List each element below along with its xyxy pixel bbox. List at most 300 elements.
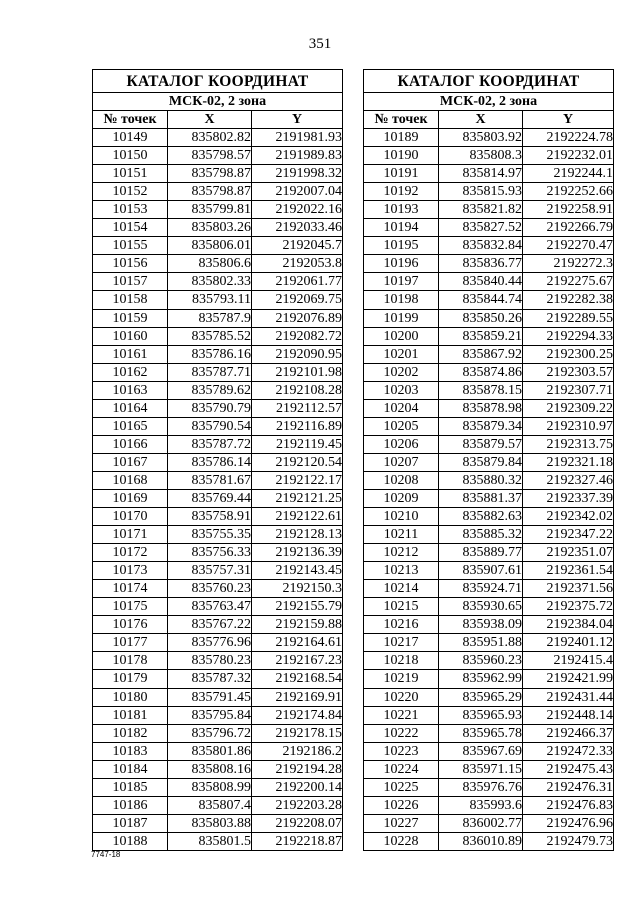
y-coordinate-cell: 2191998.32 xyxy=(252,165,343,183)
table-row xyxy=(93,616,343,634)
x-coordinate-cell: 835832.84 xyxy=(439,237,523,255)
x-coordinate-cell: 836002.77 xyxy=(439,814,523,832)
point-number-cell: 10149 xyxy=(93,129,168,147)
point-number-cell: 10215 xyxy=(364,598,439,616)
x-coordinate-cell: 835787.9 xyxy=(168,309,252,327)
table-row xyxy=(93,363,343,381)
point-number-cell: 10155 xyxy=(93,237,168,255)
point-number-cell: 10203 xyxy=(364,381,439,399)
x-coordinate-cell: 835769.44 xyxy=(168,489,252,507)
table-row xyxy=(93,381,343,399)
x-coordinate-cell: 835801.5 xyxy=(168,832,252,850)
table-row xyxy=(93,237,343,255)
y-coordinate-cell: 2192313.75 xyxy=(523,435,614,453)
x-coordinate-cell: 835757.31 xyxy=(168,562,252,580)
point-number-cell: 10212 xyxy=(364,544,439,562)
y-coordinate-cell: 2192076.89 xyxy=(252,309,343,327)
table-row xyxy=(93,219,343,237)
table-row xyxy=(93,814,343,832)
point-number-cell: 10219 xyxy=(364,670,439,688)
x-coordinate-cell: 835808.16 xyxy=(168,760,252,778)
table-row xyxy=(364,453,614,471)
y-coordinate-cell: 2192300.25 xyxy=(523,345,614,363)
y-coordinate-cell: 2192007.04 xyxy=(252,183,343,201)
x-coordinate-cell: 835821.82 xyxy=(439,201,523,219)
y-coordinate-cell: 2192159.88 xyxy=(252,616,343,634)
table-row xyxy=(364,688,614,706)
table-row xyxy=(93,183,343,201)
table-row xyxy=(93,778,343,796)
x-coordinate-cell: 835755.35 xyxy=(168,526,252,544)
point-number-cell: 10226 xyxy=(364,796,439,814)
point-number-cell: 10207 xyxy=(364,453,439,471)
point-number-cell: 10188 xyxy=(93,832,168,850)
table-row xyxy=(93,652,343,670)
x-coordinate-cell: 836010.89 xyxy=(439,832,523,850)
table-row xyxy=(93,453,343,471)
point-number-cell: 10205 xyxy=(364,417,439,435)
table-row xyxy=(93,435,343,453)
y-coordinate-cell: 2192203.28 xyxy=(252,796,343,814)
x-coordinate-cell: 835795.84 xyxy=(168,706,252,724)
point-number-cell: 10224 xyxy=(364,760,439,778)
x-coordinate-cell: 835962.99 xyxy=(439,670,523,688)
x-coordinate-cell: 835807.4 xyxy=(168,796,252,814)
y-coordinate-cell: 2192022.16 xyxy=(252,201,343,219)
point-number-cell: 10184 xyxy=(93,760,168,778)
x-coordinate-cell: 835803.88 xyxy=(168,814,252,832)
point-number-cell: 10170 xyxy=(93,508,168,526)
y-coordinate-cell: 2192401.12 xyxy=(523,634,614,652)
y-coordinate-cell: 2192061.77 xyxy=(252,273,343,291)
x-coordinate-cell: 835781.67 xyxy=(168,471,252,489)
y-coordinate-cell: 2192347.22 xyxy=(523,526,614,544)
table-row xyxy=(93,309,343,327)
coordinate-catalog-table-left xyxy=(92,69,343,851)
point-number-cell: 10193 xyxy=(364,201,439,219)
table-row xyxy=(93,291,343,309)
table-row xyxy=(364,237,614,255)
point-number-cell: 10162 xyxy=(93,363,168,381)
point-number-cell: 10165 xyxy=(93,417,168,435)
y-coordinate-cell: 2192309.22 xyxy=(523,399,614,417)
table-row xyxy=(364,724,614,742)
table-row xyxy=(364,435,614,453)
y-coordinate-cell: 2192448.14 xyxy=(523,706,614,724)
point-number-cell: 10158 xyxy=(93,291,168,309)
y-coordinate-cell: 2192208.07 xyxy=(252,814,343,832)
y-coordinate-cell: 2192415.4 xyxy=(523,652,614,670)
y-coordinate-cell: 2192194.28 xyxy=(252,760,343,778)
y-coordinate-cell: 2191989.83 xyxy=(252,147,343,165)
y-coordinate-cell: 2192069.75 xyxy=(252,291,343,309)
point-number-cell: 10208 xyxy=(364,471,439,489)
x-coordinate-cell: 835836.77 xyxy=(439,255,523,273)
table-row xyxy=(93,273,343,291)
table-row xyxy=(93,544,343,562)
point-number-cell: 10209 xyxy=(364,489,439,507)
table-row xyxy=(364,670,614,688)
table-row xyxy=(364,309,614,327)
table-row xyxy=(364,814,614,832)
point-number-cell: 10173 xyxy=(93,562,168,580)
x-coordinate-cell: 835789.62 xyxy=(168,381,252,399)
catalog-subtitle: МСК-02, 2 зона xyxy=(93,93,343,111)
y-coordinate-cell: 2192303.57 xyxy=(523,363,614,381)
point-number-cell: 10196 xyxy=(364,255,439,273)
x-coordinate-cell: 835785.52 xyxy=(168,327,252,345)
table-row xyxy=(93,598,343,616)
point-number-cell: 10201 xyxy=(364,345,439,363)
x-coordinate-cell: 835850.26 xyxy=(439,309,523,327)
table-row xyxy=(364,471,614,489)
point-number-cell: 10179 xyxy=(93,670,168,688)
table-row xyxy=(364,201,614,219)
x-coordinate-cell: 835879.57 xyxy=(439,435,523,453)
y-coordinate-cell: 2192421.99 xyxy=(523,670,614,688)
y-coordinate-cell: 2192119.45 xyxy=(252,435,343,453)
table-row xyxy=(364,147,614,165)
y-coordinate-cell: 2192294.33 xyxy=(523,327,614,345)
point-number-cell: 10152 xyxy=(93,183,168,201)
x-coordinate-cell: 835879.34 xyxy=(439,417,523,435)
point-number-cell: 10204 xyxy=(364,399,439,417)
point-number-cell: 10151 xyxy=(93,165,168,183)
x-coordinate-cell: 835881.37 xyxy=(439,489,523,507)
x-coordinate-cell: 835967.69 xyxy=(439,742,523,760)
y-coordinate-cell: 2192164.61 xyxy=(252,634,343,652)
table-row xyxy=(364,417,614,435)
y-coordinate-cell: 2192150.3 xyxy=(252,580,343,598)
table-row xyxy=(93,742,343,760)
x-coordinate-cell: 835859.21 xyxy=(439,327,523,345)
y-coordinate-cell: 2192045.7 xyxy=(252,237,343,255)
point-number-cell: 10175 xyxy=(93,598,168,616)
page-number: 351 xyxy=(308,36,332,52)
y-coordinate-cell: 2192327.46 xyxy=(523,471,614,489)
y-coordinate-cell: 2192351.07 xyxy=(523,544,614,562)
y-coordinate-cell: 2192431.44 xyxy=(523,688,614,706)
table-row xyxy=(364,778,614,796)
table-row xyxy=(93,327,343,345)
y-coordinate-cell: 2192384.04 xyxy=(523,616,614,634)
y-coordinate-cell: 2192167.23 xyxy=(252,652,343,670)
point-number-cell: 10199 xyxy=(364,309,439,327)
y-coordinate-cell: 2192120.54 xyxy=(252,453,343,471)
table-row xyxy=(364,165,614,183)
table-row xyxy=(364,562,614,580)
point-number-cell: 10174 xyxy=(93,580,168,598)
y-coordinate-cell: 2192101.98 xyxy=(252,363,343,381)
table-row xyxy=(93,165,343,183)
table-row xyxy=(93,489,343,507)
point-number-cell: 10164 xyxy=(93,399,168,417)
point-number-cell: 10176 xyxy=(93,616,168,634)
point-number-cell: 10160 xyxy=(93,327,168,345)
y-coordinate-cell: 2192337.39 xyxy=(523,489,614,507)
x-coordinate-cell: 835798.87 xyxy=(168,183,252,201)
table-row xyxy=(93,832,343,850)
y-coordinate-cell: 2192475.43 xyxy=(523,760,614,778)
point-number-cell: 10225 xyxy=(364,778,439,796)
x-coordinate-cell: 835787.71 xyxy=(168,363,252,381)
y-coordinate-cell: 2192476.31 xyxy=(523,778,614,796)
table-row xyxy=(364,508,614,526)
point-number-cell: 10169 xyxy=(93,489,168,507)
point-number-cell: 10177 xyxy=(93,634,168,652)
table-row xyxy=(364,706,614,724)
y-coordinate-cell: 2192466.37 xyxy=(523,724,614,742)
point-number-cell: 10161 xyxy=(93,345,168,363)
y-coordinate-cell: 2192258.91 xyxy=(523,201,614,219)
x-coordinate-cell: 835801.86 xyxy=(168,742,252,760)
point-number-cell: 10192 xyxy=(364,183,439,201)
y-coordinate-cell: 2192122.17 xyxy=(252,471,343,489)
x-coordinate-cell: 835787.72 xyxy=(168,435,252,453)
table-row xyxy=(364,526,614,544)
y-coordinate-cell: 2192371.56 xyxy=(523,580,614,598)
y-coordinate-cell: 2192244.1 xyxy=(523,165,614,183)
y-coordinate-cell: 2192282.38 xyxy=(523,291,614,309)
table-row xyxy=(364,598,614,616)
table-row xyxy=(93,526,343,544)
x-coordinate-cell: 835879.84 xyxy=(439,453,523,471)
table-row xyxy=(364,345,614,363)
x-coordinate-cell: 835808.99 xyxy=(168,778,252,796)
table-row xyxy=(93,760,343,778)
x-coordinate-cell: 835798.57 xyxy=(168,147,252,165)
point-number-cell: 10213 xyxy=(364,562,439,580)
table-row xyxy=(364,832,614,850)
point-number-cell: 10228 xyxy=(364,832,439,850)
point-number-cell: 10181 xyxy=(93,706,168,724)
catalog-subtitle: МСК-02, 2 зона xyxy=(364,93,614,111)
x-coordinate-cell: 835790.54 xyxy=(168,417,252,435)
point-number-cell: 10210 xyxy=(364,508,439,526)
y-coordinate-cell: 2192218.87 xyxy=(252,832,343,850)
column-header-x: X xyxy=(439,111,523,129)
table-row xyxy=(364,219,614,237)
table-row xyxy=(364,363,614,381)
y-coordinate-cell: 2192178.15 xyxy=(252,724,343,742)
table-row xyxy=(93,562,343,580)
point-number-cell: 10200 xyxy=(364,327,439,345)
y-coordinate-cell: 2192479.73 xyxy=(523,832,614,850)
column-header-point-number: № точек xyxy=(364,111,439,129)
x-coordinate-cell: 835889.77 xyxy=(439,544,523,562)
point-number-cell: 10218 xyxy=(364,652,439,670)
point-number-cell: 10171 xyxy=(93,526,168,544)
y-coordinate-cell: 2192053.8 xyxy=(252,255,343,273)
table-row xyxy=(364,760,614,778)
point-number-cell: 10194 xyxy=(364,219,439,237)
x-coordinate-cell: 835803.26 xyxy=(168,219,252,237)
x-coordinate-cell: 835763.47 xyxy=(168,598,252,616)
table-row xyxy=(364,489,614,507)
x-coordinate-cell: 835960.23 xyxy=(439,652,523,670)
point-number-cell: 10157 xyxy=(93,273,168,291)
point-number-cell: 10163 xyxy=(93,381,168,399)
x-coordinate-cell: 835756.33 xyxy=(168,544,252,562)
column-header-y: Y xyxy=(523,111,614,129)
point-number-cell: 10217 xyxy=(364,634,439,652)
x-coordinate-cell: 835885.32 xyxy=(439,526,523,544)
table-row xyxy=(364,742,614,760)
table-row xyxy=(93,688,343,706)
point-number-cell: 10191 xyxy=(364,165,439,183)
point-number-cell: 10222 xyxy=(364,724,439,742)
x-coordinate-cell: 835780.23 xyxy=(168,652,252,670)
point-number-cell: 10187 xyxy=(93,814,168,832)
x-coordinate-cell: 835786.14 xyxy=(168,453,252,471)
point-number-cell: 10185 xyxy=(93,778,168,796)
y-coordinate-cell: 2192143.45 xyxy=(252,562,343,580)
x-coordinate-cell: 835767.22 xyxy=(168,616,252,634)
table-row xyxy=(93,670,343,688)
y-coordinate-cell: 2192472.33 xyxy=(523,742,614,760)
table-row xyxy=(364,129,614,147)
point-number-cell: 10154 xyxy=(93,219,168,237)
point-number-cell: 10166 xyxy=(93,435,168,453)
x-coordinate-cell: 835976.76 xyxy=(439,778,523,796)
x-coordinate-cell: 835760.23 xyxy=(168,580,252,598)
point-number-cell: 10206 xyxy=(364,435,439,453)
table-row xyxy=(364,652,614,670)
x-coordinate-cell: 835758.91 xyxy=(168,508,252,526)
x-coordinate-cell: 835867.92 xyxy=(439,345,523,363)
table-row xyxy=(93,345,343,363)
point-number-cell: 10197 xyxy=(364,273,439,291)
y-coordinate-cell: 2192342.02 xyxy=(523,508,614,526)
x-coordinate-cell: 835786.16 xyxy=(168,345,252,363)
point-number-cell: 10223 xyxy=(364,742,439,760)
table-row xyxy=(93,580,343,598)
y-coordinate-cell: 2192361.54 xyxy=(523,562,614,580)
document-code: 7747-18 xyxy=(91,850,121,859)
x-coordinate-cell: 835806.6 xyxy=(168,255,252,273)
table-row xyxy=(93,129,343,147)
x-coordinate-cell: 835814.97 xyxy=(439,165,523,183)
x-coordinate-cell: 835796.72 xyxy=(168,724,252,742)
y-coordinate-cell: 2192090.95 xyxy=(252,345,343,363)
x-coordinate-cell: 835803.92 xyxy=(439,129,523,147)
point-number-cell: 10202 xyxy=(364,363,439,381)
y-coordinate-cell: 2192321.18 xyxy=(523,453,614,471)
x-coordinate-cell: 835798.87 xyxy=(168,165,252,183)
y-coordinate-cell: 2192275.67 xyxy=(523,273,614,291)
y-coordinate-cell: 2192169.91 xyxy=(252,688,343,706)
y-coordinate-cell: 2192128.13 xyxy=(252,526,343,544)
y-coordinate-cell: 2192186.2 xyxy=(252,742,343,760)
x-coordinate-cell: 835799.81 xyxy=(168,201,252,219)
table-row xyxy=(364,580,614,598)
y-coordinate-cell: 2191981.93 xyxy=(252,129,343,147)
table-row xyxy=(364,616,614,634)
x-coordinate-cell: 835965.93 xyxy=(439,706,523,724)
table-row xyxy=(93,147,343,165)
y-coordinate-cell: 2192168.54 xyxy=(252,670,343,688)
x-coordinate-cell: 835880.32 xyxy=(439,471,523,489)
point-number-cell: 10180 xyxy=(93,688,168,706)
point-number-cell: 10195 xyxy=(364,237,439,255)
y-coordinate-cell: 2192116.89 xyxy=(252,417,343,435)
y-coordinate-cell: 2192375.72 xyxy=(523,598,614,616)
point-number-cell: 10216 xyxy=(364,616,439,634)
x-coordinate-cell: 835965.29 xyxy=(439,688,523,706)
catalog-title: КАТАЛОГ КООРДИНАТ xyxy=(364,70,614,93)
y-coordinate-cell: 2192476.96 xyxy=(523,814,614,832)
y-coordinate-cell: 2192310.97 xyxy=(523,417,614,435)
x-coordinate-cell: 835878.98 xyxy=(439,399,523,417)
point-number-cell: 10153 xyxy=(93,201,168,219)
table-row xyxy=(364,634,614,652)
y-coordinate-cell: 2192122.61 xyxy=(252,508,343,526)
table-row xyxy=(364,291,614,309)
x-coordinate-cell: 835791.45 xyxy=(168,688,252,706)
point-number-cell: 10220 xyxy=(364,688,439,706)
y-coordinate-cell: 2192307.71 xyxy=(523,381,614,399)
table-row xyxy=(93,634,343,652)
x-coordinate-cell: 835840.44 xyxy=(439,273,523,291)
point-number-cell: 10183 xyxy=(93,742,168,760)
point-number-cell: 10167 xyxy=(93,453,168,471)
x-coordinate-cell: 835806.01 xyxy=(168,237,252,255)
x-coordinate-cell: 835878.15 xyxy=(439,381,523,399)
point-number-cell: 10186 xyxy=(93,796,168,814)
x-coordinate-cell: 835907.61 xyxy=(439,562,523,580)
point-number-cell: 10211 xyxy=(364,526,439,544)
table-row xyxy=(93,796,343,814)
point-number-cell: 10227 xyxy=(364,814,439,832)
point-number-cell: 10189 xyxy=(364,129,439,147)
point-number-cell: 10214 xyxy=(364,580,439,598)
table-row xyxy=(364,796,614,814)
point-number-cell: 10150 xyxy=(93,147,168,165)
table-row xyxy=(364,544,614,562)
y-coordinate-cell: 2192224.78 xyxy=(523,129,614,147)
point-number-cell: 10159 xyxy=(93,309,168,327)
y-coordinate-cell: 2192232.01 xyxy=(523,147,614,165)
table-row xyxy=(93,417,343,435)
x-coordinate-cell: 835971.15 xyxy=(439,760,523,778)
y-coordinate-cell: 2192272.3 xyxy=(523,255,614,273)
x-coordinate-cell: 835776.96 xyxy=(168,634,252,652)
x-coordinate-cell: 835924.71 xyxy=(439,580,523,598)
table-row xyxy=(93,201,343,219)
y-coordinate-cell: 2192033.46 xyxy=(252,219,343,237)
table-row xyxy=(93,508,343,526)
x-coordinate-cell: 835844.74 xyxy=(439,291,523,309)
table-row xyxy=(93,399,343,417)
x-coordinate-cell: 835874.86 xyxy=(439,363,523,381)
point-number-cell: 10156 xyxy=(93,255,168,273)
point-number-cell: 10172 xyxy=(93,544,168,562)
x-coordinate-cell: 835790.79 xyxy=(168,399,252,417)
point-number-cell: 10221 xyxy=(364,706,439,724)
y-coordinate-cell: 2192252.66 xyxy=(523,183,614,201)
table-row xyxy=(364,327,614,345)
y-coordinate-cell: 2192108.28 xyxy=(252,381,343,399)
column-header-y: Y xyxy=(252,111,343,129)
x-coordinate-cell: 835930.65 xyxy=(439,598,523,616)
x-coordinate-cell: 835815.93 xyxy=(439,183,523,201)
x-coordinate-cell: 835882.63 xyxy=(439,508,523,526)
table-row xyxy=(364,183,614,201)
column-header-x: X xyxy=(168,111,252,129)
x-coordinate-cell: 835793.11 xyxy=(168,291,252,309)
y-coordinate-cell: 2192082.72 xyxy=(252,327,343,345)
x-coordinate-cell: 835827.52 xyxy=(439,219,523,237)
